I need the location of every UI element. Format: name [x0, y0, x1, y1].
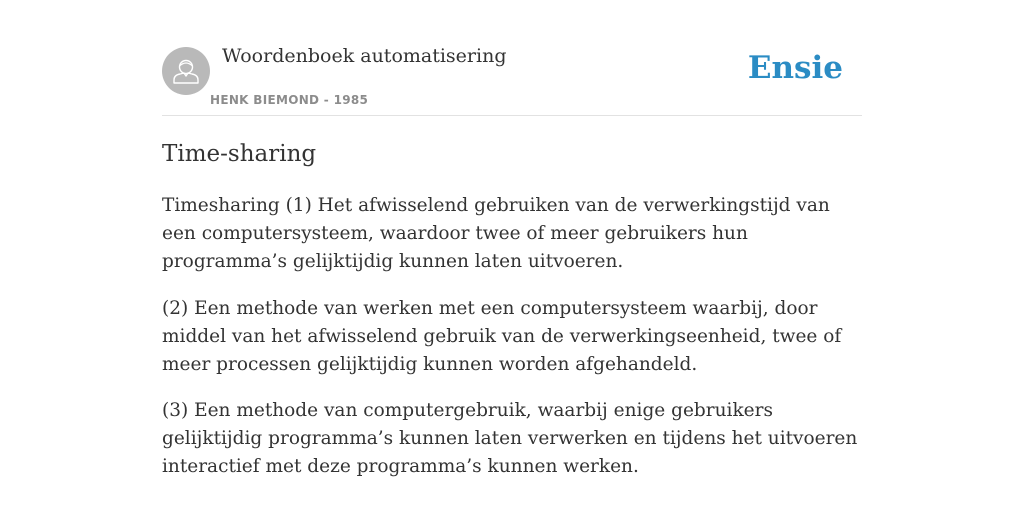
definition-paragraph-2: (2) Een methode van werken met een computersysteem waarbij, door middel van het afwisselend gebruik van de verwerkingseenheid, twee of meer processen gelijktijdig kunnen worden afgehandeld.: [162, 298, 842, 375]
paragraph-gap: [162, 379, 862, 397]
brand-logo[interactable]: Ensie: [747, 50, 843, 86]
header: [162, 0, 862, 116]
definition-paragraph-1: Timesharing (1) Het afwisselend gebruiken van de verwerkingstijd van een computersysteem, waardoor twee of meer gebruikers hun programma’s gelijktijdig kunnen laten uitvoeren.: [162, 195, 830, 272]
user-icon: [162, 47, 210, 95]
author-name[interactable]: HENK BIEMOND: [210, 93, 320, 107]
author-separator: -: [319, 93, 334, 107]
avatar[interactable]: [162, 47, 210, 95]
author-line: [210, 93, 368, 107]
source-title[interactable]: Woordenboek automatisering: [222, 45, 507, 67]
entry-content: [162, 138, 862, 500]
entry-title: Time-sharing: [162, 141, 317, 167]
definition-paragraph-3: (3) Een methode van computergebruik, waarbij enige gebruikers gelijktijdig programma’s kunnen laten verwerken en tijdens het uitvoeren interactief met deze programma’s kunnen werken.: [162, 400, 858, 477]
publication-year: 1985: [333, 93, 369, 107]
